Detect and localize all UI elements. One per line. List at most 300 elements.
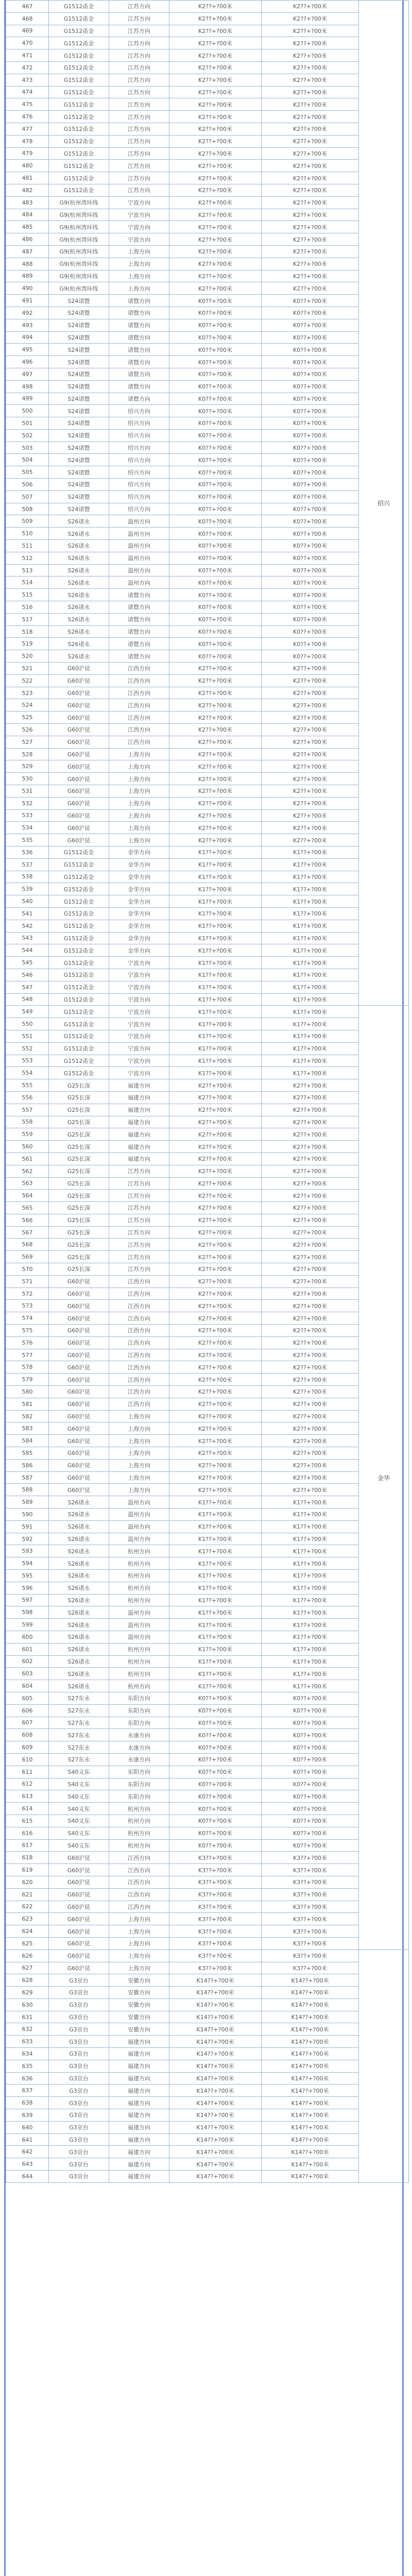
table-row [6,1459,409,1471]
table-row [6,1177,409,1190]
start-stake-cell: K2??+?00米 [169,760,262,773]
row-number-cell: 489 [6,270,49,282]
end-stake-cell: K2??+?00米 [262,123,359,135]
start-stake-cell: K0??+?00米 [169,405,262,417]
table-row [6,1876,409,1888]
row-number-cell: 580 [6,1386,49,1398]
start-stake-cell: K2??+?00米 [169,1214,262,1226]
end-stake-cell: K2??+?00米 [262,1361,359,1374]
row-number-cell: 485 [6,221,49,233]
start-stake-cell: K2??+?00米 [169,1153,262,1165]
road-name-cell: G1512甬金 [49,1067,109,1079]
direction-cell: 诸暨方向 [109,393,169,405]
direction-cell: 温州方向 [109,1533,169,1545]
direction-cell: 江西方向 [109,1361,169,1374]
start-stake-cell: K0??+?00米 [169,564,262,577]
end-stake-cell: K2??+?00米 [262,1226,359,1239]
row-number-cell: 483 [6,196,49,209]
region-cell [359,1950,409,2182]
end-stake-cell: K2??+?00米 [262,1287,359,1300]
direction-cell: 江苏方向 [109,61,169,74]
end-stake-cell: K0??+?00米 [262,1717,359,1729]
table-row [6,1128,409,1141]
direction-cell: 绍兴方向 [109,454,169,466]
end-stake-cell: K14??+?00米 [262,2036,359,2048]
row-number-cell: 566 [6,1214,49,1226]
start-stake-cell: K1??+?00米 [169,1042,262,1055]
start-stake-cell: K14??+?00米 [169,1974,262,1987]
row-number-cell: 629 [6,1987,49,1999]
start-stake-cell: K14??+?00米 [169,2036,262,2048]
direction-cell: 福建方向 [109,2109,169,2122]
direction-cell: 宁波方向 [109,1006,169,1018]
direction-cell: 诸暨方向 [109,601,169,614]
start-stake-cell: K2??+?00米 [169,1287,262,1300]
road-name-cell: S26诸永 [49,613,109,625]
direction-cell: 江西方向 [109,1888,169,1901]
start-stake-cell: K0??+?00米 [169,380,262,393]
end-stake-cell: K1??+?00米 [262,895,359,908]
table-row [6,282,409,295]
direction-cell: 江西方向 [109,724,169,736]
table-row [6,111,409,123]
row-number-cell: 552 [6,1042,49,1055]
start-stake-cell: K1??+?00米 [169,858,262,871]
road-name-cell: G60沪昆 [49,711,109,724]
road-name-cell: S26诸永 [49,1680,109,1692]
start-stake-cell: K2??+?00米 [169,184,262,196]
row-number-cell: 529 [6,760,49,773]
table-row [6,1018,409,1030]
direction-cell: 东阳方向 [109,1766,169,1778]
direction-cell: 福建方向 [109,2084,169,2097]
start-stake-cell: K2??+?00米 [169,1275,262,1287]
start-stake-cell: K3??+?00米 [169,1913,262,1925]
start-stake-cell: K0??+?00米 [169,589,262,601]
table-row [6,86,409,98]
road-name-cell: G60沪昆 [49,1913,109,1925]
row-number-cell: 499 [6,393,49,405]
end-stake-cell: K2??+?00米 [262,785,359,798]
row-number-cell: 623 [6,1913,49,1925]
road-name-cell: G1512甬金 [49,111,109,123]
end-stake-cell: K2??+?00米 [262,797,359,809]
row-number-cell: 573 [6,1300,49,1312]
end-stake-cell: K2??+?00米 [262,184,359,196]
road-name-cell: G25长深 [49,1079,109,1092]
end-stake-cell: K1??+?00米 [262,907,359,920]
table-row [6,1606,409,1619]
direction-cell: 上海方向 [109,258,169,270]
row-number-cell: 612 [6,1778,49,1790]
direction-cell: 上海方向 [109,282,169,295]
row-number-cell: 495 [6,344,49,356]
start-stake-cell: K14??+?00米 [169,2084,262,2097]
start-stake-cell: K2??+?00米 [169,834,262,846]
direction-cell: 江苏方向 [109,1251,169,1263]
direction-cell: 杭州方向 [109,1643,169,1655]
end-stake-cell: K2??+?00米 [262,1410,359,1422]
start-stake-cell: K0??+?00米 [169,319,262,331]
table-row [6,2133,409,2146]
direction-cell: 金华方向 [109,871,169,883]
start-stake-cell: K0??+?00米 [169,528,262,540]
road-name-cell: S24诸暨 [49,295,109,307]
row-number-cell: 536 [6,846,49,858]
direction-cell: 上海方向 [109,1410,169,1422]
road-name-cell: S26诸永 [49,1570,109,1582]
direction-cell: 宁波方向 [109,993,169,1006]
direction-cell: 江苏方向 [109,1202,169,1214]
end-stake-cell: K2??+?00米 [262,1422,359,1435]
road-name-cell: G9(杭州湾环线 [49,196,109,209]
table-row [6,932,409,944]
table-row [6,233,409,246]
table-row [6,957,409,969]
table-row [6,2036,409,2048]
road-name-cell: S26诸永 [49,625,109,638]
start-stake-cell: K0??+?00米 [169,417,262,430]
row-number-cell: 567 [6,1226,49,1239]
start-stake-cell: K2??+?00米 [169,25,262,37]
row-number-cell: 516 [6,601,49,614]
table-row [6,1815,409,1827]
start-stake-cell: K0??+?00米 [169,1729,262,1741]
road-name-cell: G60沪昆 [49,773,109,785]
end-stake-cell: K2??+?00米 [262,1104,359,1116]
direction-cell: 江苏方向 [109,147,169,160]
road-name-cell: G60沪昆 [49,1275,109,1287]
row-number-cell: 643 [6,2158,49,2171]
table-row [6,344,409,356]
direction-cell: 诸暨方向 [109,650,169,663]
row-number-cell: 482 [6,184,49,196]
end-stake-cell: K3??+?00米 [262,1901,359,1913]
table-row [6,1410,409,1422]
end-stake-cell: K0??+?00米 [262,515,359,528]
end-stake-cell: K1??+?00米 [262,981,359,993]
end-stake-cell: K0??+?00米 [262,356,359,368]
road-name-cell: S26诸永 [49,577,109,589]
road-name-cell: G60沪昆 [49,1398,109,1410]
row-number-cell: 542 [6,920,49,932]
direction-cell: 上海方向 [109,270,169,282]
direction-cell: 宁波方向 [109,969,169,981]
road-name-cell: S24诸暨 [49,454,109,466]
road-name-cell: G1512甬金 [49,957,109,969]
start-stake-cell: K3??+?00米 [169,1950,262,1962]
region-cell: 金华 [359,1006,409,1950]
table-row [6,1901,409,1913]
direction-cell: 温州方向 [109,1619,169,1631]
road-name-cell: S24诸暨 [49,393,109,405]
row-number-cell: 605 [6,1692,49,1704]
row-number-cell: 518 [6,625,49,638]
table-row [6,822,409,834]
direction-cell: 江苏方向 [109,1190,169,1202]
road-name-cell: S26诸永 [49,1631,109,1643]
table-row [6,1263,409,1276]
row-number-cell: 588 [6,1484,49,1496]
road-name-cell: G25长深 [49,1165,109,1177]
direction-cell: 江苏方向 [109,1239,169,1251]
direction-cell: 诸暨方向 [109,380,169,393]
row-number-cell: 592 [6,1533,49,1545]
start-stake-cell: K2??+?00米 [169,37,262,49]
row-number-cell: 593 [6,1545,49,1557]
direction-cell: 诸暨方向 [109,356,169,368]
start-stake-cell: K14??+?00米 [169,2133,262,2146]
start-stake-cell: K1??+?00米 [169,969,262,981]
direction-cell: 杭州方向 [109,1668,169,1680]
table-row [6,1275,409,1287]
end-stake-cell: K14??+?00米 [262,2084,359,2097]
direction-cell: 福建方向 [109,2048,169,2060]
end-stake-cell: K2??+?00米 [262,1336,359,1349]
table-row [6,2146,409,2158]
table-row [6,1447,409,1460]
direction-cell: 江西方向 [109,699,169,711]
road-name-cell: G3京台 [49,2158,109,2171]
road-name-cell: G25长深 [49,1239,109,1251]
end-stake-cell: K1??+?00米 [262,944,359,957]
end-stake-cell: K2??+?00米 [262,1,359,13]
end-stake-cell: K0??+?00米 [262,1729,359,1741]
table-row [6,123,409,135]
table-row [6,1471,409,1484]
end-stake-cell: K0??+?00米 [262,417,359,430]
table-frame [4,0,404,2576]
end-stake-cell: K1??+?00米 [262,1619,359,1631]
direction-cell: 上海方向 [109,1459,169,1471]
table-row [6,466,409,479]
road-name-cell: S24诸暨 [49,417,109,430]
direction-cell: 绍兴方向 [109,429,169,442]
start-stake-cell: K2??+?00米 [169,1300,262,1312]
start-stake-cell: K2??+?00米 [169,1226,262,1239]
road-name-cell: S26诸永 [49,1496,109,1509]
table-row [6,2097,409,2109]
table-row [6,1582,409,1594]
direction-cell: 杭州方向 [109,1839,169,1852]
table-row [6,907,409,920]
end-stake-cell: K0??+?00米 [262,552,359,564]
road-name-cell: S26诸永 [49,1545,109,1557]
road-name-cell: G60沪昆 [49,1410,109,1422]
direction-cell: 福建方向 [109,1153,169,1165]
end-stake-cell: K2??+?00米 [262,724,359,736]
direction-cell: 江西方向 [109,1901,169,1913]
road-name-cell: G25长深 [49,1104,109,1116]
table-row [6,1839,409,1852]
direction-cell: 上海方向 [109,1950,169,1962]
start-stake-cell: K14??+?00米 [169,1987,262,1999]
table-row [6,1422,409,1435]
end-stake-cell: K0??+?00米 [262,601,359,614]
table-row [6,1,409,13]
road-name-cell: S24诸暨 [49,319,109,331]
road-name-cell: S26诸永 [49,1582,109,1594]
end-stake-cell: K2??+?00米 [262,1091,359,1104]
row-number-cell: 624 [6,1925,49,1938]
start-stake-cell: K1??+?00米 [169,981,262,993]
road-name-cell: S24诸暨 [49,442,109,454]
road-name-cell: G3京台 [49,2023,109,2036]
road-name-cell: G60沪昆 [49,1937,109,1950]
row-number-cell: 488 [6,258,49,270]
start-stake-cell: K3??+?00米 [169,1876,262,1888]
start-stake-cell: K2??+?00米 [169,699,262,711]
table-row [6,380,409,393]
table-row [6,1962,409,1974]
road-name-cell: G3京台 [49,2133,109,2146]
direction-cell: 上海方向 [109,1962,169,1974]
road-name-cell: G1512甬金 [49,981,109,993]
table-row [6,2121,409,2133]
table-row [6,1852,409,1864]
direction-cell: 东阳方向 [109,1704,169,1717]
row-number-cell: 514 [6,577,49,589]
road-name-cell: S40义东 [49,1766,109,1778]
direction-cell: 江苏方向 [109,25,169,37]
row-number-cell: 520 [6,650,49,663]
start-stake-cell: K2??+?00米 [169,61,262,74]
row-number-cell: 613 [6,1790,49,1803]
start-stake-cell: K0??+?00米 [169,1717,262,1729]
direction-cell: 江苏方向 [109,1165,169,1177]
end-stake-cell: K0??+?00米 [262,479,359,491]
end-stake-cell: K2??+?00米 [262,135,359,147]
table-row [6,687,409,699]
road-name-cell: S26诸永 [49,650,109,663]
start-stake-cell: K2??+?00米 [169,160,262,172]
end-stake-cell: K2??+?00米 [262,1435,359,1447]
road-name-cell: G3京台 [49,2097,109,2109]
table-row [6,1251,409,1263]
start-stake-cell: K1??+?00米 [169,920,262,932]
start-stake-cell: K1??+?00米 [169,846,262,858]
start-stake-cell: K2??+?00米 [169,111,262,123]
row-number-cell: 562 [6,1165,49,1177]
start-stake-cell: K0??+?00米 [169,344,262,356]
end-stake-cell: K14??+?00米 [262,2060,359,2072]
start-stake-cell: K2??+?00米 [169,1386,262,1398]
table-row [6,1717,409,1729]
road-name-cell: G25长深 [49,1226,109,1239]
start-stake-cell: K1??+?00米 [169,1533,262,1545]
road-name-cell: G25长深 [49,1190,109,1202]
direction-cell: 上海方向 [109,773,169,785]
road-name-cell: G1512甬金 [49,1042,109,1055]
start-stake-cell: K1??+?00米 [169,932,262,944]
end-stake-cell: K3??+?00米 [262,1888,359,1901]
direction-cell: 福建方向 [109,1091,169,1104]
direction-cell: 金华方向 [109,932,169,944]
end-stake-cell: K2??+?00米 [262,233,359,246]
row-number-cell: 511 [6,540,49,552]
row-number-cell: 564 [6,1190,49,1202]
table-row [6,736,409,748]
start-stake-cell: K2??+?00米 [169,135,262,147]
row-number-cell: 507 [6,490,49,503]
road-name-cell: G1512甬金 [49,123,109,135]
end-stake-cell: K1??+?00米 [262,871,359,883]
direction-cell: 江苏方向 [109,1263,169,1276]
start-stake-cell: K2??+?00米 [169,663,262,675]
start-stake-cell: K2??+?00米 [169,1239,262,1251]
table-row [6,2060,409,2072]
row-number-cell: 547 [6,981,49,993]
direction-cell: 上海方向 [109,245,169,258]
row-number-cell: 479 [6,147,49,160]
end-stake-cell: K1??+?00米 [262,1018,359,1030]
table-row [6,405,409,417]
table-row [6,1974,409,1987]
direction-cell: 上海方向 [109,1447,169,1460]
direction-cell: 江苏方向 [109,74,169,86]
start-stake-cell: K2??+?00米 [169,1447,262,1460]
row-number-cell: 487 [6,245,49,258]
end-stake-cell: K0??+?00米 [262,466,359,479]
end-stake-cell: K14??+?00米 [262,2133,359,2146]
row-number-cell: 604 [6,1680,49,1692]
direction-cell: 江西方向 [109,1374,169,1386]
table-row [6,883,409,895]
row-number-cell: 582 [6,1410,49,1422]
end-stake-cell: K2??+?00米 [262,663,359,675]
end-stake-cell: K1??+?00米 [262,969,359,981]
start-stake-cell: K1??+?00米 [169,895,262,908]
table-row [6,1165,409,1177]
row-number-cell: 606 [6,1704,49,1717]
start-stake-cell: K0??+?00米 [169,1753,262,1766]
start-stake-cell: K0??+?00米 [169,1766,262,1778]
start-stake-cell: K0??+?00米 [169,1704,262,1717]
start-stake-cell: K0??+?00米 [169,552,262,564]
road-name-cell: G1512甬金 [49,25,109,37]
row-number-cell: 620 [6,1876,49,1888]
end-stake-cell: K0??+?00米 [262,368,359,380]
direction-cell: 江西方向 [109,1876,169,1888]
road-name-cell: G3京台 [49,2121,109,2133]
direction-cell: 安徽方向 [109,2023,169,2036]
direction-cell: 宁波方向 [109,1067,169,1079]
table-row [6,221,409,233]
row-number-cell: 561 [6,1153,49,1165]
row-number-cell: 559 [6,1128,49,1141]
direction-cell: 绍兴方向 [109,417,169,430]
road-name-cell: G60沪昆 [49,699,109,711]
road-name-cell: G60沪昆 [49,724,109,736]
start-stake-cell: K2??+?00米 [169,809,262,822]
row-number-cell: 586 [6,1459,49,1471]
road-name-cell: G60沪昆 [49,748,109,760]
road-name-cell: G3京台 [49,1987,109,1999]
table-row [6,1913,409,1925]
direction-cell: 杭州方向 [109,1803,169,1815]
row-number-cell: 478 [6,135,49,147]
row-number-cell: 533 [6,809,49,822]
road-name-cell: G60沪昆 [49,1325,109,1337]
row-number-cell: 491 [6,295,49,307]
row-number-cell: 601 [6,1643,49,1655]
row-number-cell: 638 [6,2097,49,2109]
direction-cell: 金华方向 [109,907,169,920]
direction-cell: 上海方向 [109,760,169,773]
table-row [6,577,409,589]
end-stake-cell: K0??+?00米 [262,577,359,589]
table-row [6,1643,409,1655]
